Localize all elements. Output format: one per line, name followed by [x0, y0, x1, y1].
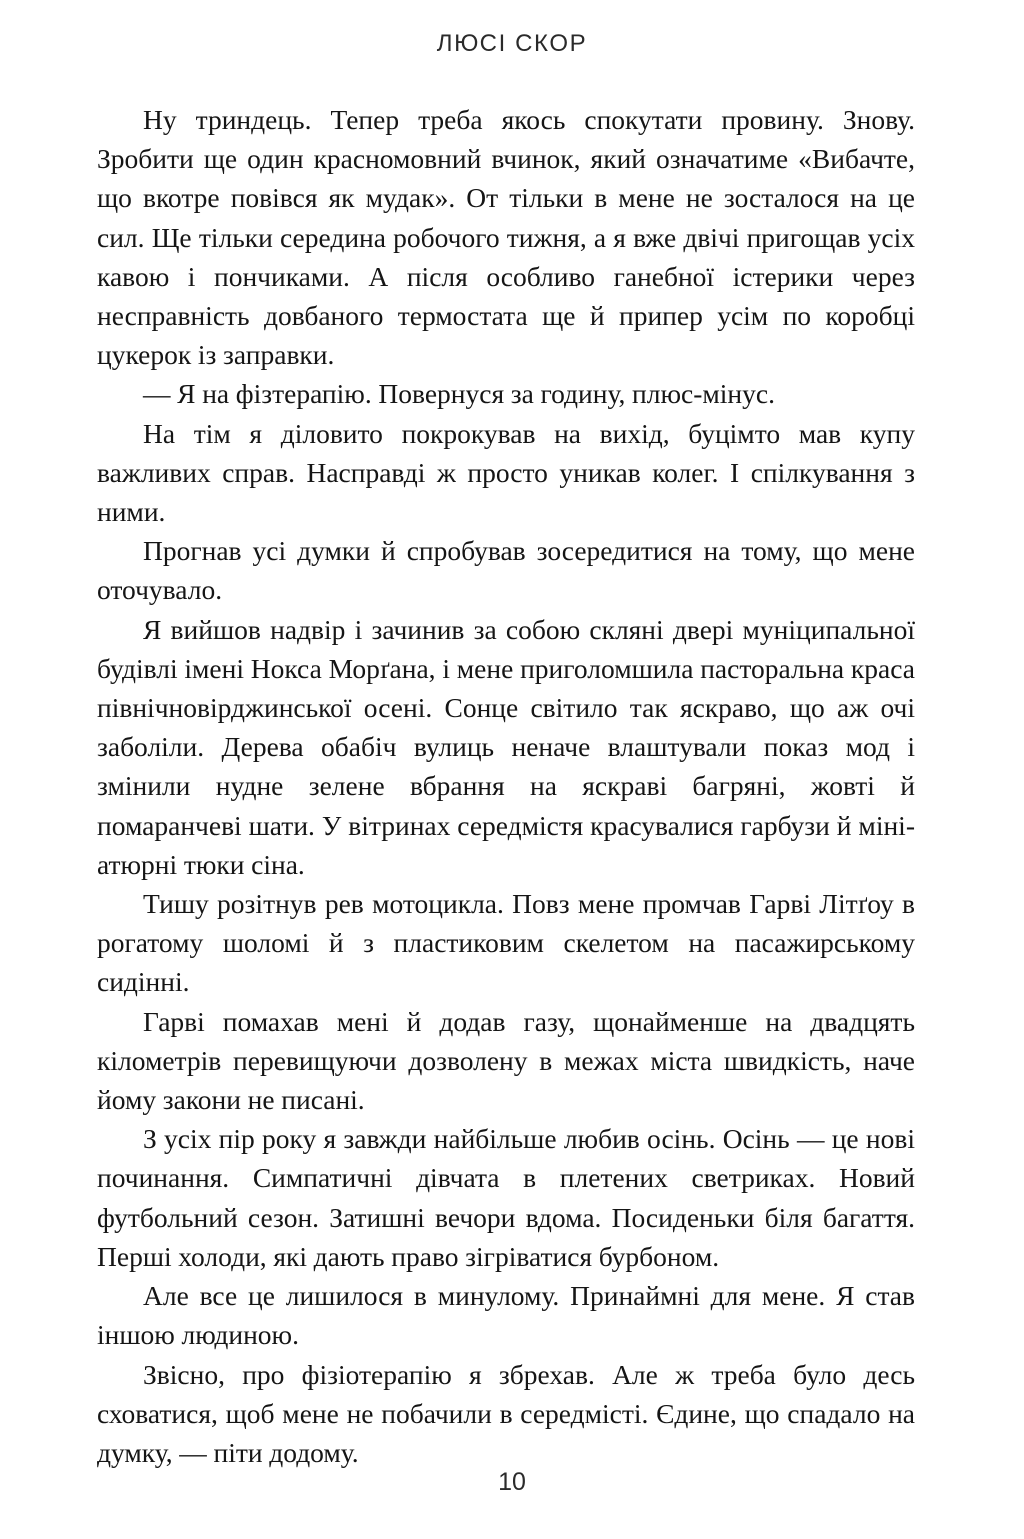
running-head: ЛЮСІ СКОР — [436, 30, 588, 57]
paragraph: Гарві помахав мені й додав газу, щонайменше на двадцять кілометрів перевищуючи дозволену в межах міста швидкість, наче йому закони не писані. — [97, 1005, 915, 1116]
paragraph-dialogue: — Я на фізтерапію. Повернуся за годину, плюс-мінус. — [143, 378, 775, 410]
paragraph: Я вийшов надвір і зачинив за собою скляні двері муніципальної будівлі імені Нокса Морґана, і мене приголомшила пасторальна краса північновірджинської осені. Сонце світило так яскраво, що аж очі заболіли. Дерева обабіч вулиць неначе влаштували показ мод і змінили нудне зелене вбрання на яскраві багряні, жовті й помаранчеві шати. У вітринах середмістя красувалися гарбузи й мініатюрні тюки сіна. — [97, 613, 915, 880]
paragraph: Ну триндець. Тепер треба якось спокутати провину. Знову. Зробити ще один красномовний вчинок, який означатиме «Вибачте, що вкотре повівся як мудак». От тільки в мене не зосталося на це сил. Ще тільки середина робочого тижня, а я вже двічі пригощав усіх кавою і пончиками. А після особливо ганебної істерики через несправність довбаного термостата ще й припер усім по коробці цукерок із заправки. — [97, 104, 915, 371]
page-number: 10 — [498, 1468, 526, 1496]
body-text-block — [97, 100, 915, 1472]
paragraph: Звісно, про фізіотерапію я збрехав. Але ж треба було десь сховатися, щоб мене не побачили в середмісті. Єдине, що спадало на думку, — піти додому. — [97, 1358, 915, 1468]
paragraph: Тишу розітнув рев мотоцикла. Повз мене промчав Гарві Літґоу в рогатому шоломі й з пластиковим скелетом на пасажирському сидінні. — [97, 888, 915, 998]
paragraph: Але все це лишилося в минулому. Принаймні для мене. Я став іншою людиною. — [97, 1280, 915, 1351]
paragraph: З усіх пір року я завжди найбільше любив осінь. Осінь — це нові починання. Симпатичні дівчата в плетених светриках. Новий футбольний сезон. Затишні вечори вдома. Посиденьки біля багаття. Перші холоди, які дають право зігріватися бурбоном. — [97, 1123, 915, 1272]
paragraph: Прогнав усі думки й спробував зосередитися на тому, що мене оточувало. — [97, 535, 915, 606]
paragraph: На тім я діловито покрокував на вихід, буцімто мав купу важливих справ. Насправді ж просто уникав колег. І спілкування з ними. — [97, 417, 915, 528]
